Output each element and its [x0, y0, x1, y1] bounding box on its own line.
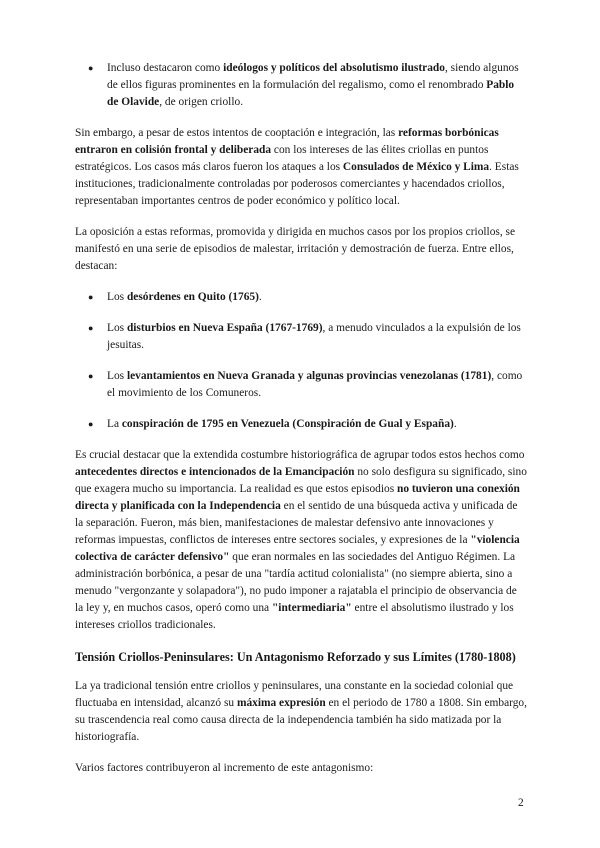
bullet-icon: ●	[88, 419, 94, 429]
paragraph-tension	[75, 678, 527, 746]
bold-text: reformas borbónicas entraron en colisión frontal y deliberada	[75, 127, 499, 156]
bullet-icon: ●	[88, 63, 94, 73]
bold-text: Pablo de Olavide	[107, 79, 515, 108]
text-run: Incluso destacaron como	[107, 62, 224, 74]
paragraph-reformas	[75, 125, 527, 210]
bold-text: conspiración de 1795 en Venezuela (Conspiración de Gual y España)	[121, 418, 454, 430]
paragraph-historiografia	[75, 447, 527, 634]
text-run: Los	[107, 370, 127, 382]
text-run: con los intereses de las élites criollas en puntos estratégicos. Los casos más claros fueron los ataques a los	[75, 144, 489, 173]
text-run: , siendo algunos de ellos figuras prominentes en la formulación del regalismo, como el renombrado	[107, 62, 519, 91]
text-run: en el sentido de una búsqueda activa y unificada de la separación. Fueron, más bien, manifestaciones de malestar defensivo ante innovaciones y reformas impuestas, conflictos de intereses entre sectores sociales, y expresiones de la	[75, 500, 518, 546]
document-page	[75, 60, 527, 791]
bold-text: levantamientos en Nueva Granada y algunas provincias venezolanas (1781)	[126, 370, 492, 382]
list-item	[75, 368, 527, 402]
text-run: , a menudo vinculados a la expulsión de los jesuitas.	[107, 322, 521, 351]
bold-text: "violencia colectiva de carácter defensivo"	[75, 534, 520, 563]
text-run: , como el movimiento de los Comuneros.	[107, 370, 523, 399]
text-run: Es crucial destacar que la extendida costumbre historiográfica de agrupar todos estos hechos como	[75, 449, 525, 461]
text-run: , de origen criollo.	[159, 96, 244, 108]
bold-text: antecedentes directos e intencionados de la Emancipación	[75, 466, 355, 478]
text-run: Los	[107, 291, 127, 303]
bold-text: ideólogos y políticos del absolutismo ilustrado	[223, 62, 445, 74]
paragraph-factores: Varios factores contribuyeron al incremento de este antagonismo:	[75, 762, 374, 774]
text-run: Sin embargo, a pesar de estos intentos de cooptación e integración, las	[75, 127, 399, 139]
bullet-list-episodios	[75, 289, 527, 433]
paragraph-oposicion: La oposición a estas reformas, promovida y dirigida en muchos casos por los propios criollos, se manifestó en una serie de episodios de malestar, irritación y demostración de fuerza. Entre ellos, destacan:	[75, 226, 516, 272]
page-number: 2	[518, 797, 524, 809]
text-run: en el periodo de 1780 a 1808. Sin embargo, su trascendencia real como causa directa de la independencia también ha sido matizada por la historiografía.	[75, 697, 527, 743]
text-run: La ya tradicional tensión entre criollos y peninsulares, una constante en la sociedad colonial que fluctuaba en intensidad, alcanzó su	[75, 680, 514, 709]
text-run: . Estas instituciones, tradicionalmente controladas por poderosos comerciantes y hacendados criollos, representaban importantes centros de poder económico y político local.	[75, 161, 519, 207]
text-run: entre el absolutismo ilustrado y los intereses criollos tradicionales.	[75, 602, 514, 631]
bold-text: "intermediaria"	[271, 602, 352, 614]
bullet-list-ideologos	[75, 60, 527, 111]
section-heading: Tensión Criollos-Peninsulares: Un Antagonismo Reforzado y sus Límites (1780-1808)	[75, 650, 516, 664]
text-run: .	[453, 418, 457, 430]
text-run: no solo desfigura su significado, sino que exagera mucho su importancia. La realidad es que estos episodios	[75, 466, 527, 495]
list-item	[75, 289, 527, 306]
text-run: Los	[107, 322, 127, 334]
text-run: La	[107, 418, 122, 430]
bullet-icon: ●	[88, 371, 94, 381]
text-run: .	[258, 291, 262, 303]
bullet-icon: ●	[88, 292, 94, 302]
bold-text: máxima expresión	[236, 697, 326, 709]
list-item	[75, 60, 527, 111]
list-item	[75, 416, 527, 433]
bold-text: desórdenes en Quito (1765)	[126, 291, 259, 303]
text-run: que eran normales en las sociedades del Antiguo Régimen. La administración borbónica, a pesar de una "tardía actitud colonialista" (no siempre abierta, sino a menudo "vergonzante y solapadora"), no pudo imponer a rajatabla el principio de observancia de la ley y, en muchos casos, operó como una	[75, 551, 517, 614]
bullet-icon: ●	[88, 323, 94, 333]
list-item	[75, 320, 527, 354]
bold-text: Consulados de México y Lima	[342, 161, 490, 173]
bold-text: disturbios en Nueva España (1767-1769)	[126, 322, 323, 334]
bold-text: no tuvieron una conexión directa y planificada con la Independencia	[75, 483, 520, 512]
